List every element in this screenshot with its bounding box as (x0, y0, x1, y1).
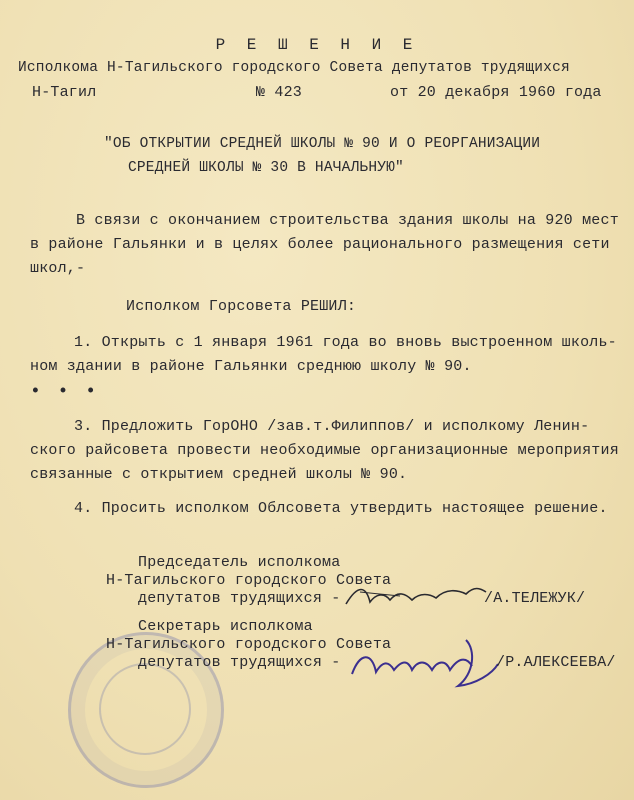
document-title: Р Е Ш Е Н И Е (215, 36, 419, 54)
intro-line-2: в районе Гальянки и в целях более рационального размещения сети (30, 236, 610, 253)
item-3-line-2: ского райсовета провести необходимые организационные мероприятия (30, 442, 619, 459)
decision-number: № 423 (256, 84, 303, 101)
secretary-title-line-1: Секретарь исполкома (138, 618, 313, 635)
intro-line-1: В связи с окончанием строительства здания школы на 920 мест (30, 212, 619, 229)
secretary-signature (346, 634, 506, 694)
chair-title-line-2: Н-Тагильского городского Совета (106, 572, 392, 589)
chair-title-line-3: депутатов трудящихся - (138, 590, 341, 607)
decision-date: от 20 декабря 1960 года (390, 84, 602, 101)
omission-mark: • • • (30, 382, 100, 402)
intro-line-3: школ,- (30, 260, 86, 277)
item-1-line-2: ном здании в районе Гальянки среднюю школу № 90. (30, 358, 472, 375)
issuer-line: Исполкома Н-Тагильского городского Совета депутатов трудящихся (18, 60, 570, 76)
item-3-line-1: 3. Предложить ГорОНО /зав.т.Филиппов/ и исполкому Ленин- (74, 418, 590, 435)
secretary-name: /Р.АЛЕКСЕЕВА/ (496, 654, 616, 671)
item-4: 4. Просить исполком Облсовета утвердить настоящее решение. (74, 500, 608, 517)
subject-line-1: "ОБ ОТКРЫТИИ СРЕДНЕЙ ШКОЛЫ № 90 И О РЕОРГАНИЗАЦИИ (104, 136, 541, 152)
city: Н-Тагил (32, 84, 97, 101)
item-3-line-3: связанные с открытием средней школы № 90. (30, 466, 408, 483)
secretary-title-line-3: депутатов трудящихся - (138, 654, 341, 671)
resolved-line: Исполком Горсовета РЕШИЛ: (126, 298, 357, 315)
secretary-title-line-2: Н-Тагильского городского Совета (106, 636, 392, 653)
chair-name: /А.ТЕЛЕЖУК/ (484, 590, 586, 607)
item-1-line-1: 1. Открыть с 1 января 1961 года во вновь выстроенном школь- (74, 334, 617, 351)
subject-line-2: СРЕДНЕЙ ШКОЛЫ № 30 В НАЧАЛЬНУЮ" (128, 160, 404, 176)
chair-signature (340, 574, 490, 614)
stamp-inner-ring (99, 663, 191, 755)
chair-title-line-1: Председатель исполкома (138, 554, 341, 571)
